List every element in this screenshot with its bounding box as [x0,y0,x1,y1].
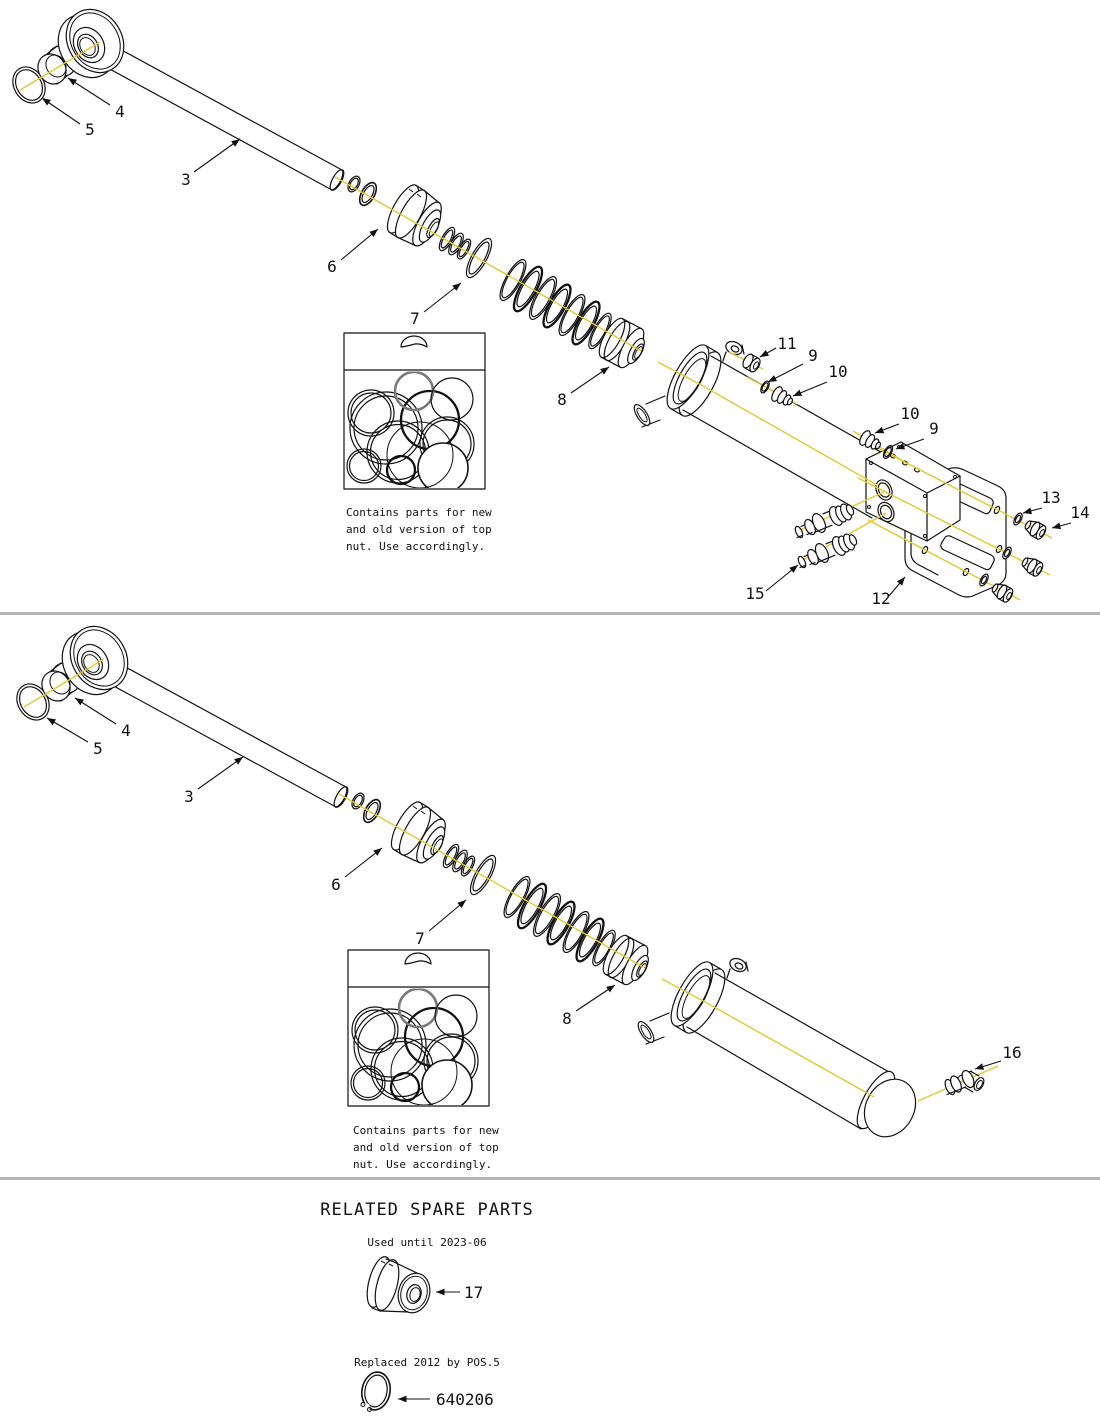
related-spare-parts-section [320,1200,533,1412]
seal-kit-note-top [346,506,492,553]
callout-6: 6 [331,875,341,894]
callout-11: 11 [777,334,797,353]
callout-5: 5 [85,120,95,139]
callout-3: 3 [184,787,194,806]
callout-13: 13 [1041,488,1061,507]
callout-10b: 10 [900,404,920,423]
callout-9: 9 [808,346,818,365]
callout-4: 4 [115,102,125,121]
note-line-1: Contains parts for new [346,506,492,519]
callout-12: 12 [871,589,891,608]
valves-drawing [794,502,858,568]
label-640206: 640206 [436,1390,494,1409]
note-line-3: nut. Use accordingly. [346,540,486,553]
callout-16: 16 [1002,1043,1022,1062]
exploded-view-top [6,0,1089,608]
note-line-3: nut. Use accordingly. [353,1158,493,1171]
note-line-1: Contains parts for new [353,1124,499,1137]
related-spare-parts-title: RELATED SPARE PARTS [320,1200,534,1220]
section-divider-1 [0,612,1100,615]
callout-9b: 9 [929,419,939,438]
elbow-fitting-drawing [943,1069,986,1096]
exploded-view-bottom [10,616,1021,1171]
callouts-bottom [47,698,1022,1069]
callout-10: 10 [828,362,848,381]
callout-5: 5 [93,739,103,758]
callout-7: 7 [410,309,420,328]
plug-drawing [741,353,762,374]
used-until-note: Used until 2023-06 [367,1236,487,1249]
callout-15: 15 [745,584,765,603]
seal-kit-note-bottom [353,1124,499,1171]
callout-7: 7 [415,929,425,948]
replaced-note: Replaced 2012 by POS.5 [354,1356,500,1369]
label-17: 17 [464,1283,484,1302]
legacy-ring-drawing [359,1370,393,1412]
callout-8: 8 [562,1009,572,1028]
callout-3: 3 [181,170,191,189]
callout-4: 4 [121,721,131,740]
note-line-2: and old version of top [353,1141,499,1154]
callout-6: 6 [327,257,337,276]
callout-14: 14 [1070,503,1090,522]
seal-and-fitting-upper [759,380,793,407]
old-top-nut-drawing [363,1254,435,1316]
callout-8: 8 [557,390,567,409]
note-line-2: and old version of top [346,523,492,536]
section-divider-2 [0,1177,1100,1180]
